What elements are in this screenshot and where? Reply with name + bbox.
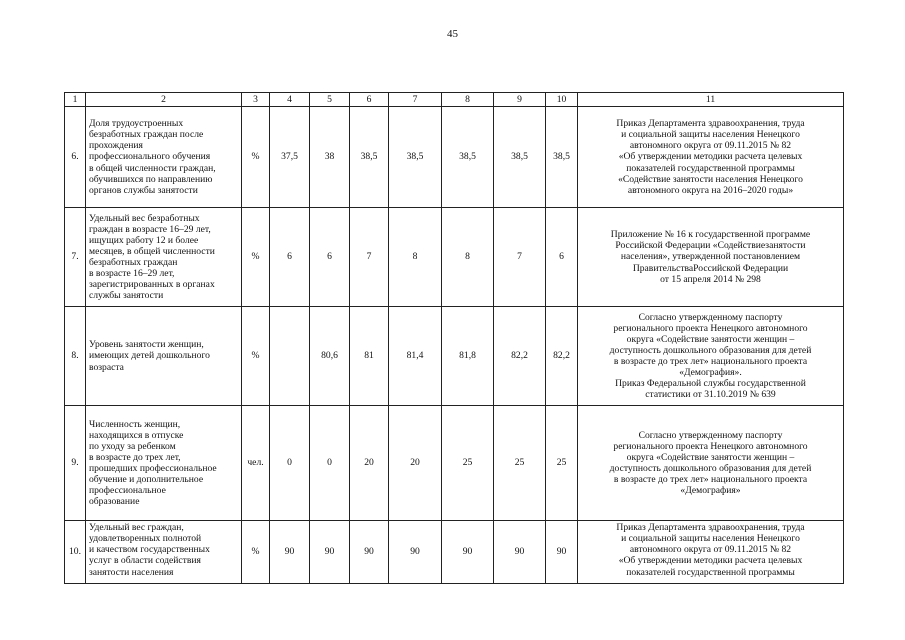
- value-cell: 81,8: [442, 307, 494, 406]
- text-line: имеющих детей дошкольного: [89, 350, 210, 362]
- text-line: Приказ Департамента здравоохранения, труда: [616, 118, 805, 130]
- text-line: в общей численности граждан,: [89, 162, 216, 174]
- text-line: граждан в возрасте 16–29 лет,: [89, 223, 211, 235]
- unit: %: [242, 307, 270, 406]
- value-cell: 0: [270, 406, 310, 521]
- value-cell: 6: [310, 208, 350, 307]
- text-line: по уходу за ребенком: [89, 440, 176, 452]
- text-line: от 15 апреля 2014 № 298: [660, 273, 761, 285]
- text-line: услуг в области содействия: [89, 555, 201, 567]
- header-cell: 10: [546, 93, 578, 107]
- value-cell: 25: [494, 406, 546, 521]
- text-line: автономного округа от 09.11.2015 № 82: [629, 544, 792, 556]
- page-number: 45: [447, 28, 458, 40]
- text-line: Приказ Департамента здравоохранения, труда: [616, 522, 805, 533]
- text-line: «Об утверждении методики расчета целевых: [618, 151, 803, 163]
- text-line: Приказ Федеральной службы государственной: [615, 378, 806, 390]
- value-cell: 8: [442, 208, 494, 307]
- header-cell: 11: [578, 93, 844, 107]
- value-cell: 6: [546, 208, 578, 307]
- source-document: [578, 208, 844, 307]
- unit: %: [242, 107, 270, 208]
- text-line: в возрасте до трех лет» национального проекта: [613, 474, 808, 486]
- value-cell: 37,5: [270, 107, 310, 208]
- source-document: [578, 307, 844, 406]
- value-cell: 81,4: [389, 307, 442, 406]
- text-line: прошедших профессиональное: [89, 463, 217, 474]
- text-line: безработных граждан после: [89, 129, 204, 141]
- value-cell: 90: [389, 521, 442, 584]
- text-line: зарегистрированных в органах: [89, 279, 215, 291]
- value-cell: 90: [350, 521, 389, 584]
- row-number: 8.: [65, 307, 86, 406]
- text-line: ПравительстваРоссийской Федерации: [632, 262, 789, 274]
- indicator-name: [86, 107, 242, 208]
- text-line: показателей государственной программы: [626, 162, 795, 174]
- header-cell: 5: [310, 93, 350, 107]
- text-line: службы занятости: [89, 290, 164, 302]
- text-line: месяцев, в общей численности: [89, 245, 215, 257]
- text-line: населения», утвержденной постановлением: [620, 251, 801, 263]
- text-line: автономного округа от 09.11.2015 № 82: [629, 140, 792, 152]
- value-cell: 38,5: [442, 107, 494, 208]
- value-cell: 20: [350, 406, 389, 521]
- header-row: [65, 93, 844, 107]
- header-cell: 1: [65, 93, 86, 107]
- text-line: обучение и дополнительное: [89, 474, 204, 486]
- value-cell: 25: [546, 406, 578, 521]
- row-number: 10.: [65, 521, 86, 584]
- value-cell: [270, 307, 310, 406]
- text-line: Численность женщин,: [89, 418, 181, 430]
- source-document: [578, 107, 844, 208]
- text-line: «Содействие занятости населения Ненецкого: [618, 173, 803, 185]
- value-cell: 38,5: [546, 107, 578, 208]
- value-cell: 7: [494, 208, 546, 307]
- text-line: и социальной защиты населения Ненецкого: [621, 129, 800, 141]
- table-row: [65, 406, 844, 521]
- unit: чел.: [242, 406, 270, 521]
- value-cell: 81: [350, 307, 389, 406]
- text-line: Доля трудоустроенных: [89, 118, 184, 130]
- value-cell: 0: [310, 406, 350, 521]
- text-line: находящихся в отпуске: [89, 429, 184, 441]
- indicator-name: [86, 307, 242, 406]
- value-cell: 38,5: [494, 107, 546, 208]
- text-line: прохождения: [89, 140, 143, 152]
- text-line: органов службы занятости: [89, 184, 198, 196]
- text-line: Согласно утвержденному паспорту: [638, 429, 783, 441]
- text-line: занятости населения: [89, 566, 174, 578]
- unit: %: [242, 208, 270, 307]
- table-row: [65, 107, 844, 208]
- value-cell: 90: [310, 521, 350, 584]
- text-line: безработных граждан: [89, 257, 178, 268]
- text-line: округа «Содействие занятости женщин –: [626, 451, 795, 463]
- header-cell: 8: [442, 93, 494, 107]
- value-cell: 82,2: [494, 307, 546, 406]
- value-cell: 80,6: [310, 307, 350, 406]
- text-line: «Об утверждении методики расчета целевых: [618, 555, 803, 567]
- table-row: [65, 208, 844, 307]
- text-line: профессионального обучения: [89, 151, 211, 163]
- header-cell: 4: [270, 93, 310, 107]
- value-cell: 82,2: [546, 307, 578, 406]
- table-row: [65, 307, 844, 406]
- text-line: «Демография».: [679, 367, 742, 379]
- text-line: возраста: [89, 361, 124, 373]
- value-cell: 90: [494, 521, 546, 584]
- header-cell: 3: [242, 93, 270, 107]
- unit: %: [242, 521, 270, 584]
- text-line: округа «Содействие занятости женщин –: [626, 333, 795, 345]
- header-cell: 6: [350, 93, 389, 107]
- header-cell: 7: [389, 93, 442, 107]
- table-row: [65, 521, 844, 584]
- indicators-table: [64, 92, 844, 584]
- source-document: [578, 521, 844, 584]
- value-cell: 8: [389, 208, 442, 307]
- value-cell: 6: [270, 208, 310, 307]
- value-cell: 20: [389, 406, 442, 521]
- value-cell: 90: [546, 521, 578, 584]
- text-line: доступность дошкольного образования для детей: [609, 463, 812, 474]
- text-line: показателей государственной программы: [626, 566, 795, 578]
- value-cell: 90: [270, 521, 310, 584]
- text-line: в возрасте 16–29 лет,: [89, 268, 175, 280]
- text-line: автономного округа на 2016–2020 годы»: [627, 184, 794, 196]
- text-line: обучившихся по направлению: [89, 173, 213, 185]
- text-line: Приложение № 16 к государственной программе: [610, 229, 811, 241]
- text-line: статистики от 31.10.2019 № 639: [645, 389, 776, 401]
- row-number: 7.: [65, 208, 86, 307]
- text-line: и социальной защиты населения Ненецкого: [621, 533, 800, 545]
- header-cell: 9: [494, 93, 546, 107]
- row-number: 9.: [65, 406, 86, 521]
- indicator-name: [86, 208, 242, 307]
- text-line: профессиональное: [89, 485, 166, 497]
- indicator-name: [86, 521, 242, 584]
- indicator-name: [86, 406, 242, 521]
- text-line: удовлетворенных полнотой: [89, 533, 202, 545]
- value-cell: 25: [442, 406, 494, 521]
- text-line: регионального проекта Ненецкого автономного: [613, 322, 808, 334]
- text-line: и качеством государственных: [89, 544, 210, 556]
- text-line: Согласно утвержденному паспорту: [638, 311, 783, 323]
- text-line: Удельный вес безработных: [89, 212, 200, 224]
- text-line: в возрасте до трех лет,: [89, 451, 181, 463]
- text-line: образование: [89, 496, 140, 508]
- text-line: «Демография»: [680, 485, 741, 497]
- value-cell: 38,5: [389, 107, 442, 208]
- text-line: в возрасте до трех лет» национального проекта: [613, 356, 808, 367]
- text-line: Российской Федерации «Содействиезанятости: [615, 240, 806, 252]
- row-number: 6.: [65, 107, 86, 208]
- value-cell: 90: [442, 521, 494, 584]
- text-line: регионального проекта Ненецкого автономного: [613, 440, 808, 452]
- source-document: [578, 406, 844, 521]
- value-cell: 7: [350, 208, 389, 307]
- value-cell: 38: [310, 107, 350, 208]
- text-line: Удельный вес граждан,: [89, 522, 184, 533]
- text-line: доступность дошкольного образования для детей: [609, 344, 812, 356]
- text-line: ищущих работу 12 и более: [89, 234, 199, 246]
- value-cell: 38,5: [350, 107, 389, 208]
- header-cell: 2: [86, 93, 242, 107]
- text-line: Уровень занятости женщин,: [89, 339, 204, 351]
